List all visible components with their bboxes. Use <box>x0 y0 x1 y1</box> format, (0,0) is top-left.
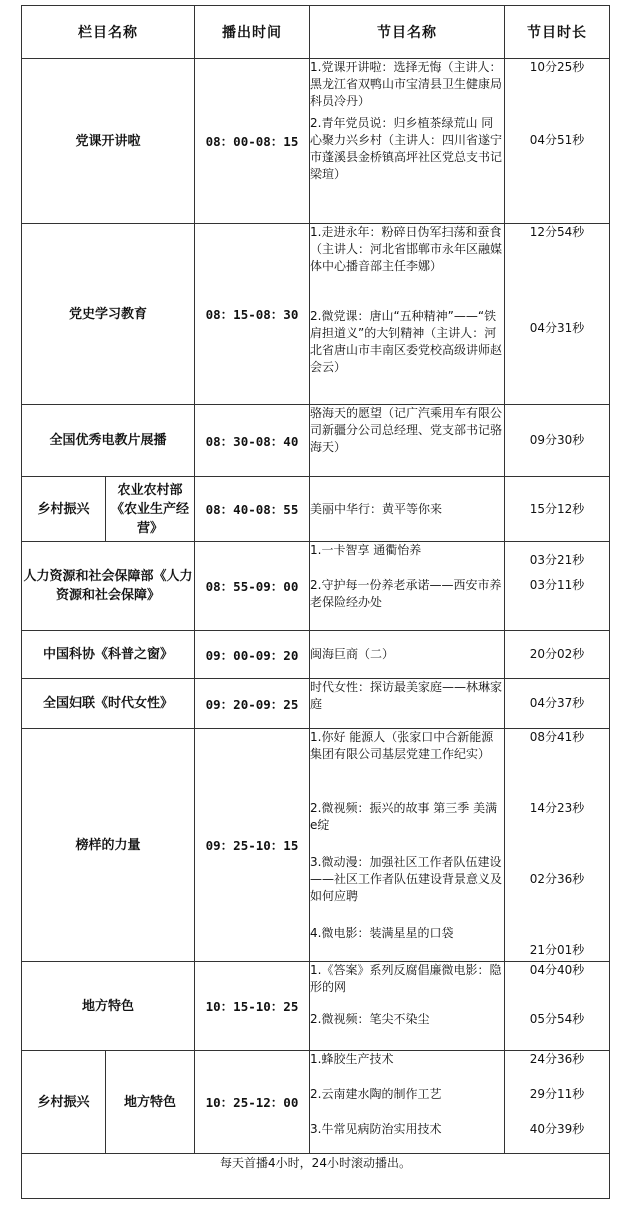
table-row <box>22 962 610 1051</box>
table-row <box>22 224 610 405</box>
duration-item: 40分39秒 <box>529 1122 585 1136</box>
airtime-cell: 09：00-09：20 <box>195 631 310 679</box>
duration-cell <box>505 679 610 729</box>
column-name-cell: 党史学习教育 <box>22 224 195 405</box>
column-name-cell-secondary: 地方特色 <box>106 1051 195 1154</box>
column-name-cell-primary: 乡村振兴 <box>22 1051 106 1154</box>
footer-note: 每天首播4小时，24小时滚动播出。 <box>22 1154 610 1199</box>
airtime-cell: 10：25-12：00 <box>195 1051 310 1154</box>
column-name-cell: 全国妇联《时代女性》 <box>22 679 195 729</box>
duration-item: 05分54秒 <box>529 1012 585 1026</box>
airtime-cell: 08：30-08：40 <box>195 405 310 477</box>
table-row <box>22 729 610 962</box>
program-item: 1.蜂胶生产技术 <box>310 1052 394 1066</box>
duration-item: 21分01秒 <box>529 943 585 957</box>
duration-cell <box>505 59 610 224</box>
column-name-cell: 党课开讲啦 <box>22 59 195 224</box>
duration-item: 24分36秒 <box>529 1052 585 1066</box>
duration-item: 04分40秒 <box>529 963 585 977</box>
program-item: 3.牛常见病防治实用技术 <box>310 1122 442 1136</box>
column-name-cell: 地方特色 <box>22 962 195 1051</box>
airtime-cell: 08：40-08：55 <box>195 477 310 542</box>
duration-item: 03分11秒 <box>529 578 585 592</box>
duration-cell <box>505 631 610 679</box>
col-header-program: 节目名称 <box>310 6 505 59</box>
program-item: 4.微电影：装满星星的口袋 <box>310 926 454 940</box>
program-item: 1.党课开讲啦：选择无悔（主讲人：黑龙江省双鸭山市宝清县卫生健康局科员冷丹） <box>310 60 503 108</box>
program-item: 骆海天的愿望（记广汽乘用车有限公司新疆分公司总经理、党支部书记骆海天） <box>310 406 503 454</box>
program-cell <box>310 631 505 679</box>
program-item: 2.微视频：笔尖不染尘 <box>310 1012 430 1026</box>
duration-cell <box>505 962 610 1051</box>
program-item: 1.走进永年：粉碎日伪军扫荡和蚕食（主讲人：河北省邯郸市永年区融媒体中心播音部主任李娜） <box>310 225 503 273</box>
airtime-cell: 09：25-10：15 <box>195 729 310 962</box>
program-cell <box>310 224 505 405</box>
duration-cell <box>505 477 610 542</box>
table-row <box>22 542 610 631</box>
program-item: 2.青年党员说：归乡植茶绿荒山 同心聚力兴乡村（主讲人：四川省遂宁市蓬溪县金桥镇高坪社区党总支书记梁瑄） <box>310 116 503 181</box>
program-item: 1.《答案》系列反腐倡廉微电影：隐形的网 <box>310 963 502 994</box>
schedule-table <box>21 5 610 1199</box>
table-row <box>22 59 610 224</box>
program-item: 2.云南建水陶的制作工艺 <box>310 1087 442 1101</box>
airtime-cell: 09：20-09：25 <box>195 679 310 729</box>
table-row <box>22 477 610 542</box>
column-name-cell: 榜样的力量 <box>22 729 195 962</box>
column-name-cell: 人力资源和社会保障部《人力资源和社会保障》 <box>22 542 195 631</box>
program-cell <box>310 1051 505 1154</box>
duration-cell <box>505 1051 610 1154</box>
program-item: 1.你好 能源人（张家口中合新能源集团有限公司基层党建工作纪实） <box>310 730 494 761</box>
duration-item: 04分37秒 <box>529 696 585 710</box>
column-name-cell-primary: 乡村振兴 <box>22 477 106 542</box>
program-item: 时代女性：探访最美家庭——林琳家庭 <box>310 680 503 711</box>
duration-cell <box>505 405 610 477</box>
program-item: 闽海巨商（二） <box>310 647 395 661</box>
header-row <box>22 6 610 59</box>
duration-item: 15分12秒 <box>529 501 585 516</box>
program-item: 1.一卡智享 通衢怡养 <box>310 543 422 557</box>
col-header-duration: 节目时长 <box>505 6 610 59</box>
program-cell <box>310 962 505 1051</box>
duration-item: 12分54秒 <box>529 225 585 239</box>
program-cell <box>310 542 505 631</box>
column-name-cell-secondary: 农业农村部《农业生产经营》 <box>106 477 195 542</box>
airtime-cell: 08：55-09：00 <box>195 542 310 631</box>
duration-item: 04分51秒 <box>529 133 585 147</box>
duration-item: 10分25秒 <box>529 60 585 74</box>
col-header-name: 栏目名称 <box>22 6 195 59</box>
column-name-cell: 全国优秀电教片展播 <box>22 405 195 477</box>
program-cell <box>310 729 505 962</box>
duration-item: 08分41秒 <box>529 730 585 744</box>
duration-item: 14分23秒 <box>529 801 585 815</box>
table-row <box>22 631 610 679</box>
duration-item: 20分02秒 <box>529 647 585 661</box>
airtime-cell: 10：15-10：25 <box>195 962 310 1051</box>
duration-cell <box>505 542 610 631</box>
duration-item: 29分11秒 <box>529 1087 585 1101</box>
program-cell <box>310 59 505 224</box>
duration-item: 04分31秒 <box>529 321 585 335</box>
table-row <box>22 679 610 729</box>
airtime-cell: 08：15-08：30 <box>195 224 310 405</box>
footer-row <box>22 1154 610 1199</box>
table-row <box>22 1051 610 1154</box>
duration-cell <box>505 224 610 405</box>
program-cell <box>310 679 505 729</box>
program-item: 3.微动漫：加强社区工作者队伍建设——社区工作者队伍建设背景意义及如何应聘 <box>310 855 503 903</box>
airtime-cell: 08：00-08：15 <box>195 59 310 224</box>
program-item: 美丽中华行：黄平等你来 <box>310 501 443 516</box>
program-item: 2.微党课：唐山“五种精神”——“铁肩担道义”的大钊精神（主讲人：河北省唐山市丰南区委党校高级讲师赵会云） <box>310 309 503 374</box>
duration-item: 09分30秒 <box>529 433 585 447</box>
table-row <box>22 405 610 477</box>
duration-cell <box>505 729 610 962</box>
program-cell <box>310 477 505 542</box>
col-header-time: 播出时间 <box>195 6 310 59</box>
program-item: 2.守护每一份养老承诺——西安市养老保险经办处 <box>310 578 502 609</box>
program-item: 2.微视频：振兴的故事 第三季 美满e绽 <box>310 801 498 832</box>
duration-item: 02分36秒 <box>529 872 585 886</box>
program-cell <box>310 405 505 477</box>
duration-item: 03分21秒 <box>529 553 585 567</box>
column-name-cell: 中国科协《科普之窗》 <box>22 631 195 679</box>
